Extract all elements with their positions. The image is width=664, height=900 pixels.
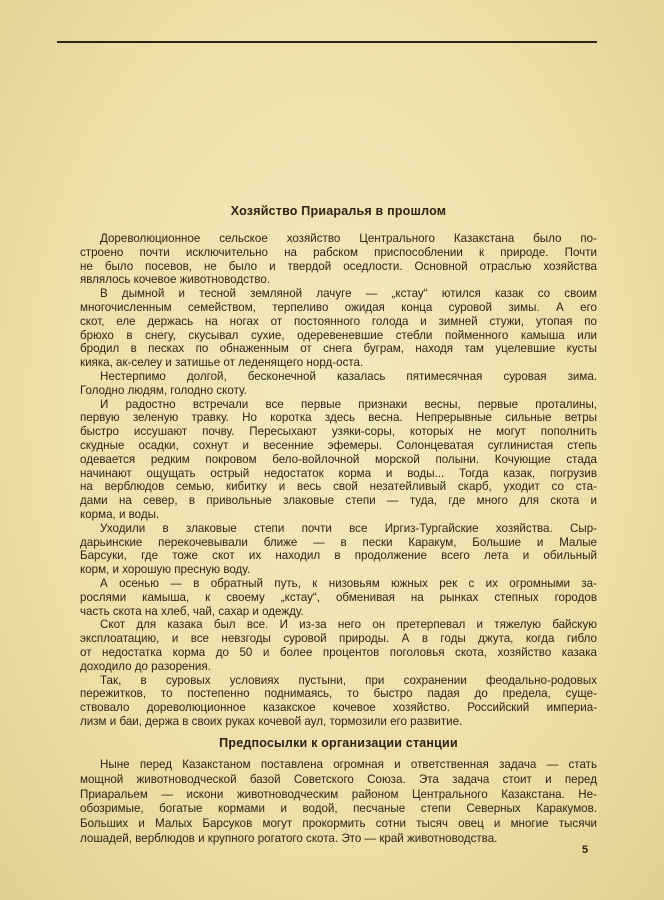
text-line: пережитков, то постепенно поднимаясь, то быстро падая до предела, суще- bbox=[80, 687, 597, 701]
text-line: быстро иссушают почву. Пересыхают узяки-соры, которых не могут пополнить bbox=[80, 425, 597, 439]
text-line: часть скота на хлеб, чай, сахар и одежду. bbox=[80, 604, 304, 618]
paragraph bbox=[80, 674, 597, 729]
paragraph bbox=[80, 287, 597, 370]
paragraph bbox=[80, 758, 597, 847]
text-line: бродил в песках по обнаженным от снега буграм, находя там уцелевшие кусты bbox=[80, 342, 597, 356]
text-line: мощной животноводческой базой Советского Союза. Эта задача стоит и перед bbox=[80, 772, 597, 786]
paragraph bbox=[80, 232, 597, 287]
text-line: рослями камыша, к своему „кстау“, обменивая на рынках степных городов bbox=[80, 590, 597, 604]
text-line: корм, и хорошую пресную воду. bbox=[80, 563, 251, 577]
text-line: Скот для казака был все. И из-за него он претерпевал и тяжелую байскую bbox=[100, 618, 597, 632]
paragraph bbox=[80, 577, 597, 618]
paragraph bbox=[80, 618, 597, 673]
text-line: Ныне перед Казакстаном поставлена огромная и ответственная задача — стать bbox=[100, 758, 597, 771]
text-line: являлось кочевое животноводство. bbox=[80, 273, 271, 287]
text-line: корма, и воды. bbox=[80, 507, 160, 521]
text-line: Барсуки, где тоже скот их находил в продолжение всего лета и обильный bbox=[80, 549, 597, 563]
text-line: строено почти исключительно на рабском приспособлении к природе. Почти bbox=[80, 245, 597, 259]
section-body-prerequisites bbox=[80, 758, 597, 847]
text-line: многочисленным семейством, терпеливо ожидая конца суровой зимы. А его bbox=[80, 300, 597, 314]
paragraph bbox=[80, 522, 597, 577]
text-line: Больших и Малых Барсуков могут прокормить сотни тысяч овец и многие тысячи bbox=[80, 817, 597, 831]
text-line: кияка, ак-селеу и затишье от леденящего норд-оста. bbox=[80, 356, 364, 370]
text-line: первую зеленую травку. Но коротка здесь весна. Непрерывные сильные ветры bbox=[80, 411, 597, 425]
text-line: одевается редким покровом бело-войлочной морской полыни. Кочующие стада bbox=[80, 452, 597, 466]
text-line: Дореволюционное сельское хозяйство Центрального Казакстана было по- bbox=[100, 232, 597, 245]
text-line: скудные осадки, сохнут и весенние эфемеры. Солонцеватая суглинистая степь bbox=[80, 438, 597, 452]
text-line: доходило до разорения. bbox=[80, 659, 211, 673]
text-line: начинают ощущать острый недостаток корма и воды... Тогда казак, погрузив bbox=[80, 466, 597, 480]
section-heading-history: Хозяйство Приаралья в прошлом bbox=[230, 204, 447, 218]
text-line: брюхо в снегу, скусывал сухие, одеревеневшие стебли пойменного камыша или bbox=[80, 328, 597, 342]
text-line: дарьинские перекочевывали ближе — в пески Каракум, Большие и Малые bbox=[80, 535, 597, 549]
text-line: лошадей, верблюдов и крупного рогатого скота. Это — край животноводства. bbox=[80, 831, 498, 845]
text-line: ствовало дореволюционное казакское кочевое хозяйство. Российский империа- bbox=[80, 701, 597, 715]
page-number: 5 bbox=[582, 844, 589, 856]
text-line: Уходили в злаковые степи почти все Иргиз-Тургайские хозяйства. Сыр- bbox=[100, 521, 597, 535]
text-line: Нестерпимо долгой, бесконечной казалась пятимесячная суровая зима. bbox=[100, 369, 597, 383]
text-line: дами на север, в привольные злаковые степи — туда, где много для скота и bbox=[80, 494, 597, 508]
text-line: И радостно встречали все первые признаки весны, первые проталины, bbox=[100, 397, 597, 411]
text-line: эксплоатацию, и все невзгоды суровой природы. А в годы джута, когда гибло bbox=[80, 632, 597, 646]
text-line: не было посевов, не было и твердой оседлости. Основной отраслью хозяйства bbox=[80, 259, 597, 273]
text-line: Приаральем — искони животноводческим районом Центрального Казакстана. Не- bbox=[80, 787, 597, 801]
paragraph bbox=[80, 370, 597, 398]
text-line: лизм и баи, держа в своих руках кочевой аул, тормозили его развитие. bbox=[80, 714, 463, 728]
text-line: Голодно людям, голодно скоту. bbox=[80, 383, 247, 397]
text-line: скот, еле держась на ногах от постоянного голода и зимней стужи, утопая по bbox=[80, 314, 597, 328]
top-rule bbox=[57, 41, 597, 43]
text-line: от недостатка корма до 50 и более процентов поголовья скота, хозяйство казака bbox=[80, 645, 597, 659]
section-heading-prerequisites: Предпосылки к организации станции bbox=[219, 736, 458, 750]
text-line: В дымной и тесной земляной лачуге — „кстау“ ютился казак со своим bbox=[100, 287, 597, 301]
text-line: А осенью — в обратный путь, к низовьям южных рек с их огромными за- bbox=[100, 576, 597, 590]
text-line: на верблюдов семью, кибитку и весь свой незатейливый скарб, уходит со ста- bbox=[80, 480, 597, 494]
paragraph bbox=[80, 398, 597, 522]
text-line: обозримые, богатые кормами и водой, песчаные степи Северных Каракумов. bbox=[80, 802, 597, 816]
text-line: Так, в суровых условиях пустыни, при сохранении феодально-родовых bbox=[100, 673, 597, 687]
section-body-history bbox=[80, 232, 597, 729]
